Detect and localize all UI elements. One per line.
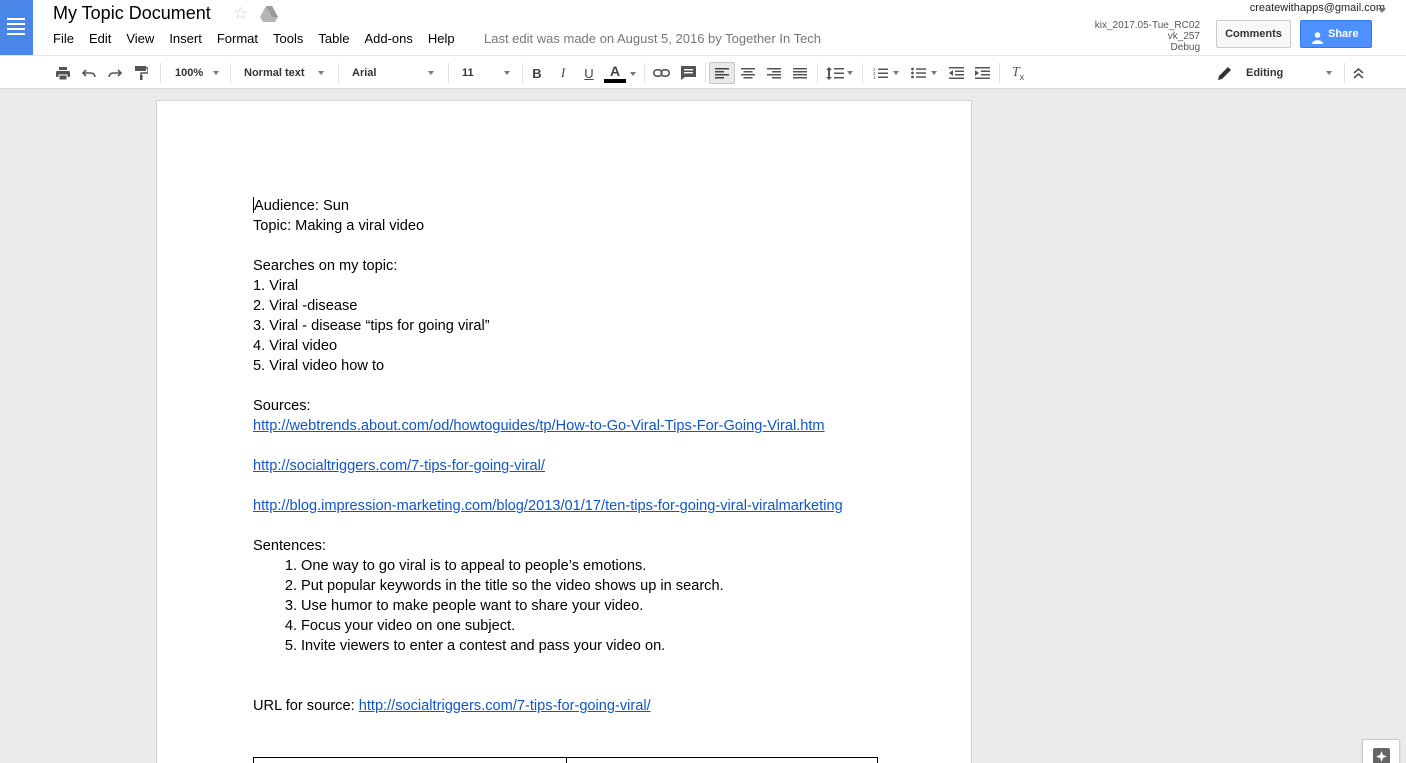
svg-text:2: 2 — [873, 71, 876, 76]
chevron-down-icon — [931, 71, 937, 75]
toolbar-separator — [448, 63, 449, 83]
pencil-icon — [1218, 66, 1232, 80]
menu-addons[interactable]: Add-ons — [364, 31, 413, 46]
menu-edit[interactable]: Edit — [88, 31, 112, 46]
share-person-icon — [1312, 28, 1323, 40]
blank-line — [253, 236, 893, 256]
comments-button[interactable]: Comments — [1216, 20, 1291, 48]
build-info-debug: Debug — [1170, 42, 1200, 53]
zoom-select[interactable] — [167, 62, 225, 84]
list-item — [253, 636, 893, 656]
list-item — [253, 576, 893, 596]
explore-button[interactable] — [1362, 739, 1400, 763]
chevron-down-icon[interactable] — [630, 72, 636, 76]
explore-icon — [1373, 748, 1390, 763]
link-icon[interactable] — [650, 62, 672, 84]
clear-formatting-icon[interactable]: T x — [1011, 65, 1025, 82]
font-size-select[interactable] — [454, 62, 516, 84]
zoom-value: 100% — [175, 67, 204, 79]
toolbar-separator — [862, 63, 863, 83]
source-link[interactable]: http://blog.impression-marketing.com/blog/2013/01/17/ten-tips-for-going-viral-viralmarketing — [253, 498, 843, 514]
app-header — [0, 0, 1406, 55]
source-link[interactable]: http://socialtriggers.com/7-tips-for-going-viral/ — [253, 458, 545, 474]
toolbar-separator — [999, 63, 1000, 83]
font-size-value: 11 — [462, 67, 474, 79]
list-number: 2. — [284, 578, 297, 594]
toolbar-separator — [1344, 63, 1345, 83]
increase-indent-icon[interactable] — [971, 62, 993, 84]
drive-icon[interactable] — [259, 5, 279, 23]
toolbar-separator — [338, 63, 339, 83]
svg-text:3: 3 — [873, 75, 876, 79]
style-value: Normal text — [244, 67, 305, 79]
document-body[interactable] — [253, 196, 893, 716]
blank-line — [253, 436, 893, 456]
redo-icon[interactable] — [105, 62, 125, 84]
list-text: Use humor to make people want to share your video. — [301, 598, 644, 614]
collapse-icon[interactable] — [1348, 62, 1368, 84]
decrease-indent-icon[interactable] — [945, 62, 967, 84]
star-icon[interactable]: ☆ — [233, 4, 249, 23]
sentences-heading: Sentences: — [253, 538, 327, 554]
list-item — [253, 556, 893, 576]
search-item: 2. Viral -disease — [253, 298, 358, 314]
toolbar-separator — [644, 63, 645, 83]
document-title[interactable]: My Topic Document — [53, 3, 211, 23]
document-page[interactable] — [156, 100, 972, 763]
menu-insert[interactable]: Insert — [169, 31, 202, 46]
list-item — [253, 596, 893, 616]
blank-line — [253, 516, 893, 536]
undo-icon[interactable] — [79, 62, 99, 84]
search-item: 4. Viral video — [253, 338, 338, 354]
searches-heading: Searches on my topic: — [253, 258, 398, 274]
docs-home-button[interactable] — [0, 0, 33, 55]
list-text: Focus your video on one subject. — [301, 618, 516, 634]
chevron-down-icon — [1326, 71, 1332, 75]
toolbar-separator — [522, 63, 523, 83]
audience-line — [253, 196, 893, 216]
menu-help[interactable]: Help — [427, 31, 455, 46]
url-label: URL for source: — [253, 698, 359, 714]
svg-text:1: 1 — [873, 67, 876, 72]
share-label: Share — [1328, 28, 1359, 40]
line-spacing-icon[interactable] — [822, 62, 856, 84]
sources-heading: Sources: — [253, 398, 311, 414]
list-number: 4. — [284, 618, 297, 634]
chevron-down-icon — [428, 71, 434, 75]
list-text: Put popular keywords in the title so the video shows up in search. — [301, 578, 724, 594]
url-source-link[interactable]: http://socialtriggers.com/7-tips-for-going-viral/ — [358, 698, 651, 714]
menu-lines-icon — [7, 18, 25, 38]
search-item: 1. Viral — [253, 278, 299, 294]
menu-file[interactable]: File — [53, 31, 74, 46]
chevron-down-icon — [893, 71, 899, 75]
last-edit-link[interactable]: Last edit was made on August 5, 2016 by Together In Tech — [484, 31, 822, 46]
chevron-down-icon — [847, 71, 853, 75]
list-number: 5. — [284, 638, 297, 654]
document-table[interactable] — [253, 757, 878, 763]
account-email[interactable]: createwithapps@gmail.com — [1249, 2, 1385, 14]
menu-table[interactable]: Table — [318, 31, 350, 46]
align-center-icon[interactable] — [737, 62, 759, 84]
build-info-version: kix_2017.05-Tue_RC02 vk_257 — [1094, 20, 1200, 42]
menu-view[interactable]: View — [126, 31, 155, 46]
print-icon[interactable] — [53, 62, 73, 84]
chevron-down-icon — [318, 71, 324, 75]
underline-icon[interactable]: U — [584, 65, 594, 81]
text-color-icon[interactable]: A — [603, 62, 627, 84]
blank-line — [253, 656, 893, 676]
build-info — [1060, 20, 1200, 53]
list-item — [253, 616, 893, 636]
list-text: Invite viewers to enter a contest and pass your video on. — [301, 638, 666, 654]
audience-text: Audience: Sun — [254, 198, 349, 214]
bold-icon[interactable]: B — [532, 65, 542, 81]
menu-bar — [53, 31, 470, 47]
toolbar-separator — [230, 63, 231, 83]
style-select[interactable] — [236, 62, 330, 84]
toolbar — [0, 55, 1406, 89]
topic-line: Topic: Making a viral video — [253, 218, 425, 234]
mode-value: Editing — [1246, 67, 1284, 79]
blank-line — [253, 476, 893, 496]
list-number: 3. — [284, 598, 297, 614]
source-link[interactable]: http://webtrends.about.com/od/howtoguides/tp/How-to-Go-Viral-Tips-For-Going-Viral.htm — [253, 418, 825, 434]
toolbar-separator — [705, 63, 706, 83]
align-right-icon[interactable] — [763, 62, 785, 84]
menu-tools[interactable]: Tools — [273, 31, 304, 46]
search-item: 5. Viral video how to — [253, 358, 385, 374]
blank-line — [253, 376, 893, 396]
url-source-line — [253, 696, 893, 716]
bulleted-list-icon[interactable] — [906, 62, 942, 84]
share-button[interactable] — [1300, 20, 1372, 48]
account-caret-icon[interactable] — [1378, 8, 1386, 13]
align-left-icon[interactable] — [709, 62, 735, 84]
mode-select[interactable] — [1210, 62, 1338, 84]
numbered-list-icon[interactable] — [868, 62, 904, 84]
toolbar-separator — [160, 63, 161, 83]
blank-line — [253, 676, 893, 696]
search-item: 3. Viral - disease “tips for going viral” — [253, 318, 490, 334]
list-number: 1. — [284, 558, 297, 574]
list-text: One way to go viral is to appeal to people’s emotions. — [301, 558, 647, 574]
menu-format[interactable]: Format — [216, 31, 258, 46]
paint-format-icon[interactable] — [131, 62, 151, 84]
italic-icon[interactable]: I — [560, 65, 566, 80]
chevron-down-icon — [504, 71, 510, 75]
toolbar-separator — [817, 63, 818, 83]
justify-icon[interactable] — [789, 62, 811, 84]
font-select[interactable] — [344, 62, 440, 84]
font-value: Arial — [352, 67, 377, 79]
table-cell-divider — [566, 758, 567, 763]
comment-icon[interactable] — [677, 62, 699, 84]
chevron-down-icon — [213, 71, 219, 75]
